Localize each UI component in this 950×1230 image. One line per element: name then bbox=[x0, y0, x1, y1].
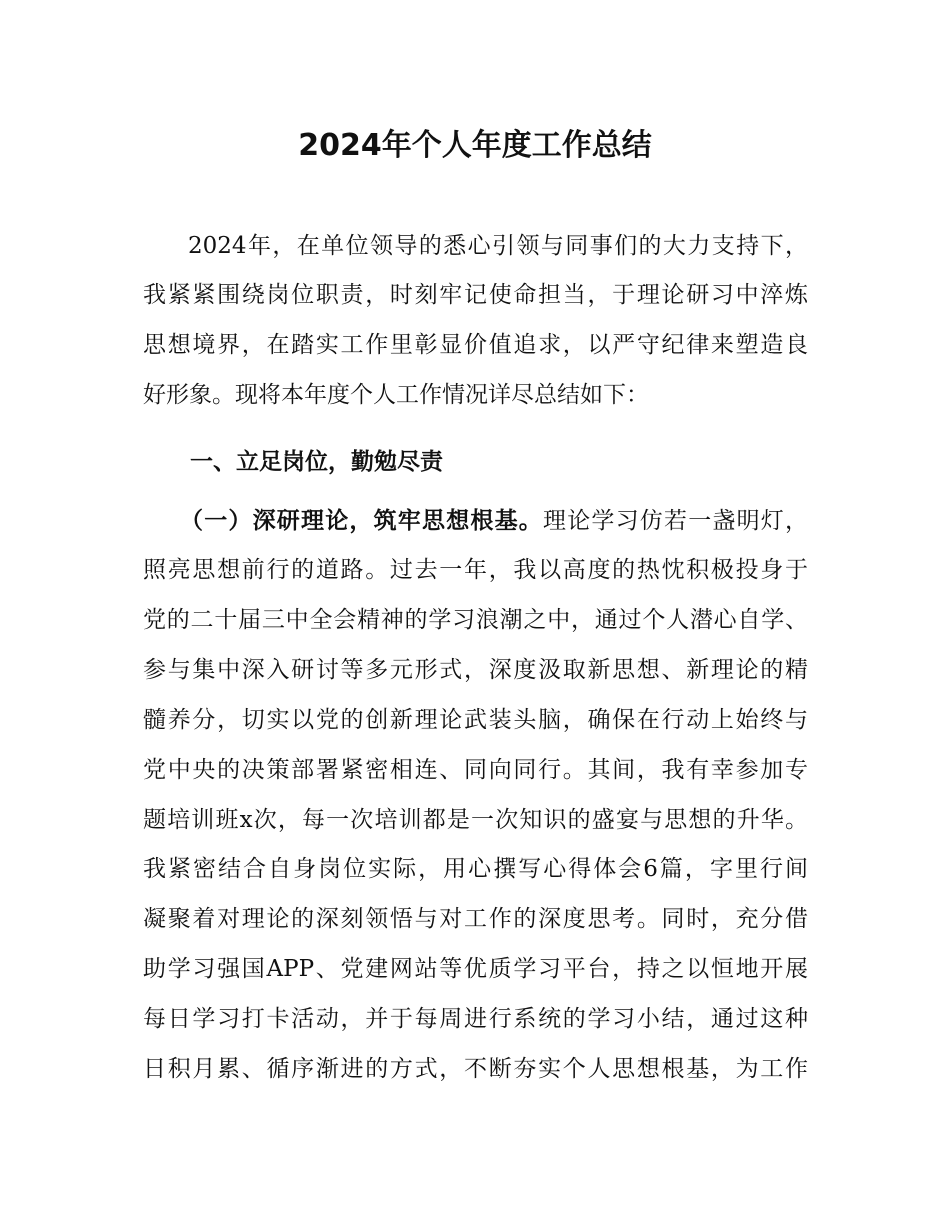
paragraph-text: 理论学习仿若一盏明灯， bbox=[543, 508, 809, 534]
paragraph-line: 好形象。现将本年度个人工作情况详尽总结如下： bbox=[143, 382, 649, 408]
paragraph-line: 髓养分，切实以党的创新理论武装头脑，确保在行动上始终与 bbox=[143, 707, 808, 733]
paragraph-line: 思想境界，在踏实工作里彰显价值追求，以严守纪律来塑造良 bbox=[143, 332, 808, 358]
paragraph-line: 题培训班x次，每一次培训都是一次知识的盛宴与思想的升华。 bbox=[143, 807, 808, 833]
paragraph-line: 每日学习打卡活动，并于每周进行系统的学习小结，通过这种 bbox=[143, 1006, 808, 1032]
paragraph-line: 照亮思想前行的道路。过去一年，我以高度的热忱积极投身于 bbox=[143, 557, 808, 583]
paragraph-line: 党的二十届三中全会精神的学习浪潮之中，通过个人潜心自学、 bbox=[143, 607, 808, 633]
paragraph-line: 参与集中深入研讨等多元形式，深度汲取新思想、新理论的精 bbox=[143, 657, 808, 683]
paragraph-line: 助学习强国APP、党建网站等优质学习平台，持之以恒地开展 bbox=[143, 956, 808, 982]
paragraph-line: 我紧紧围绕岗位职责，时刻牢记使命担当，于理论研习中淬炼 bbox=[143, 282, 808, 308]
paragraph-line: 2024年，在单位领导的悉心引领与同事们的大力支持下， bbox=[188, 233, 808, 259]
paragraph-line bbox=[180, 506, 808, 536]
document-title: 2024年个人年度工作总结 bbox=[298, 128, 652, 163]
paragraph-line: 日积月累、循序渐进的方式，不断夯实个人思想根基，为工作 bbox=[143, 1056, 808, 1082]
paragraph-line: 我紧密结合自身岗位实际，用心撰写心得体会6篇，字里行间 bbox=[143, 856, 808, 882]
section-heading: 一、立足岗位，勤勉尽责 bbox=[190, 449, 443, 475]
paragraph-line: 党中央的决策部署紧密相连、同向同行。其间，我有幸参加专 bbox=[143, 757, 808, 783]
subsection-heading: （一）深研理论，筑牢思想根基。 bbox=[180, 508, 543, 534]
paragraph-line: 凝聚着对理论的深刻领悟与对工作的深度思考。同时，充分借 bbox=[143, 906, 808, 932]
